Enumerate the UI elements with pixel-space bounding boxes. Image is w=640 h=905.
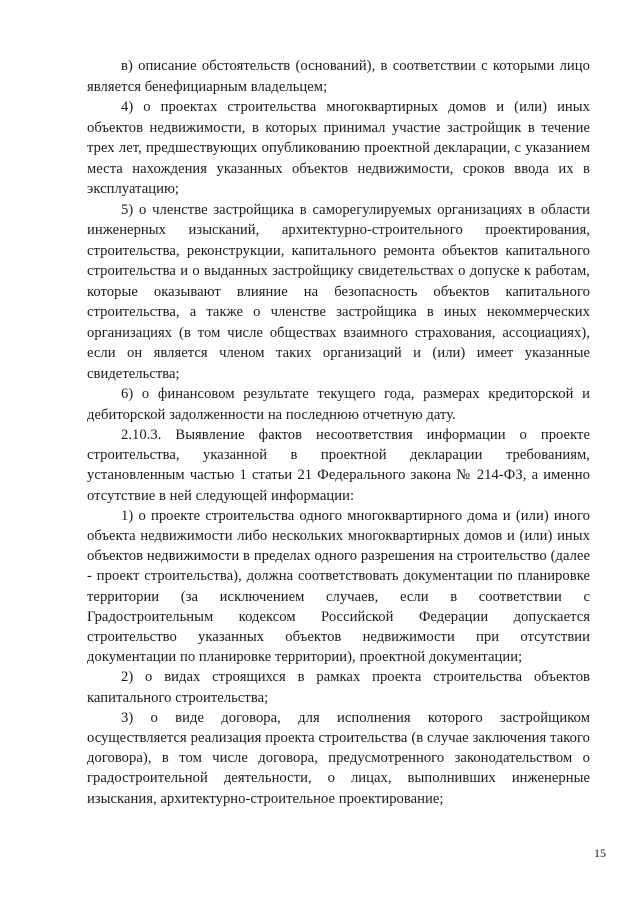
paragraph-beneficial-owner: в) описание обстоятельств (оснований), в соответствии с которыми лицо является бенефициарным владельцем; [87,58,590,95]
paragraph-section-2-10-3: 2.10.3. Выявление фактов несоответствия информации о проекте строительства, указанной в проектной декларации требованиям, установленным частью 1 статьи 21 Федерального закона № 214-ФЗ, а именно отсутствие в ней следующей информации: [87,427,590,504]
paragraph-item-3-contract: 3) о виде договора, для исполнения которого застройщиком осуществляется реализация проекта строительства (в случае заключения такого договора), в том числе договора, предусмотренного законодательством о градостроительной деятельности, о лицах, выполнивших инженерные изыскания, архитектурно-строительное проектирование; [87,709,590,807]
page-number: 15 [594,846,606,860]
paragraph-item-2-object-types: 2) о видах строящихся в рамках проекта строительства объектов капитального строительства; [87,669,590,706]
paragraph-item-4-projects: 4) о проектах строительства многоквартирных домов и (или) иных объектов недвижимости, в которых принимал участие застройщик в течение трех лет, предшествующих опубликованию проектной декларации, с указанием места нахождения указанных объектов недвижимости, сроков ввода их в эксплуатацию; [87,99,590,197]
paragraph-item-5-membership: 5) о членстве застройщика в саморегулируемых организациях в области инженерных изысканий, архитектурно-строительного проектирования, строительства, реконструкции, капитального ремонта объектов капитального строительства и о выданных застройщику свидетельствах о допуске к работам, которые оказывают влияние на безопасность объектов капитального строительства, а также о членстве застройщика в иных некоммерческих организациях (в том числе обществах взаимного страхования, ассоциациях), если он является членом таких организаций и (или) имеет указанные свидетельства; [87,201,590,382]
paragraph-item-6-financial: 6) о финансовом результате текущего года, размерах кредиторской и дебиторской задолженности на последнюю отчетную дату. [87,386,590,423]
paragraph-item-1-project: 1) о проекте строительства одного многоквартирного дома и (или) иного объекта недвижимости либо нескольких многоквартирных домов и (или) иных объектов недвижимости в пределах одного разрешения на строительство (далее - проект строительства), должна соответствовать документации по планировке территории (за исключением случаев, если в соответствии с Градостроительным кодексом Российской Федерации допускается строительство указанных объектов недвижимости при отсутствии документации по планировке территории), проектной документации; [87,507,590,666]
